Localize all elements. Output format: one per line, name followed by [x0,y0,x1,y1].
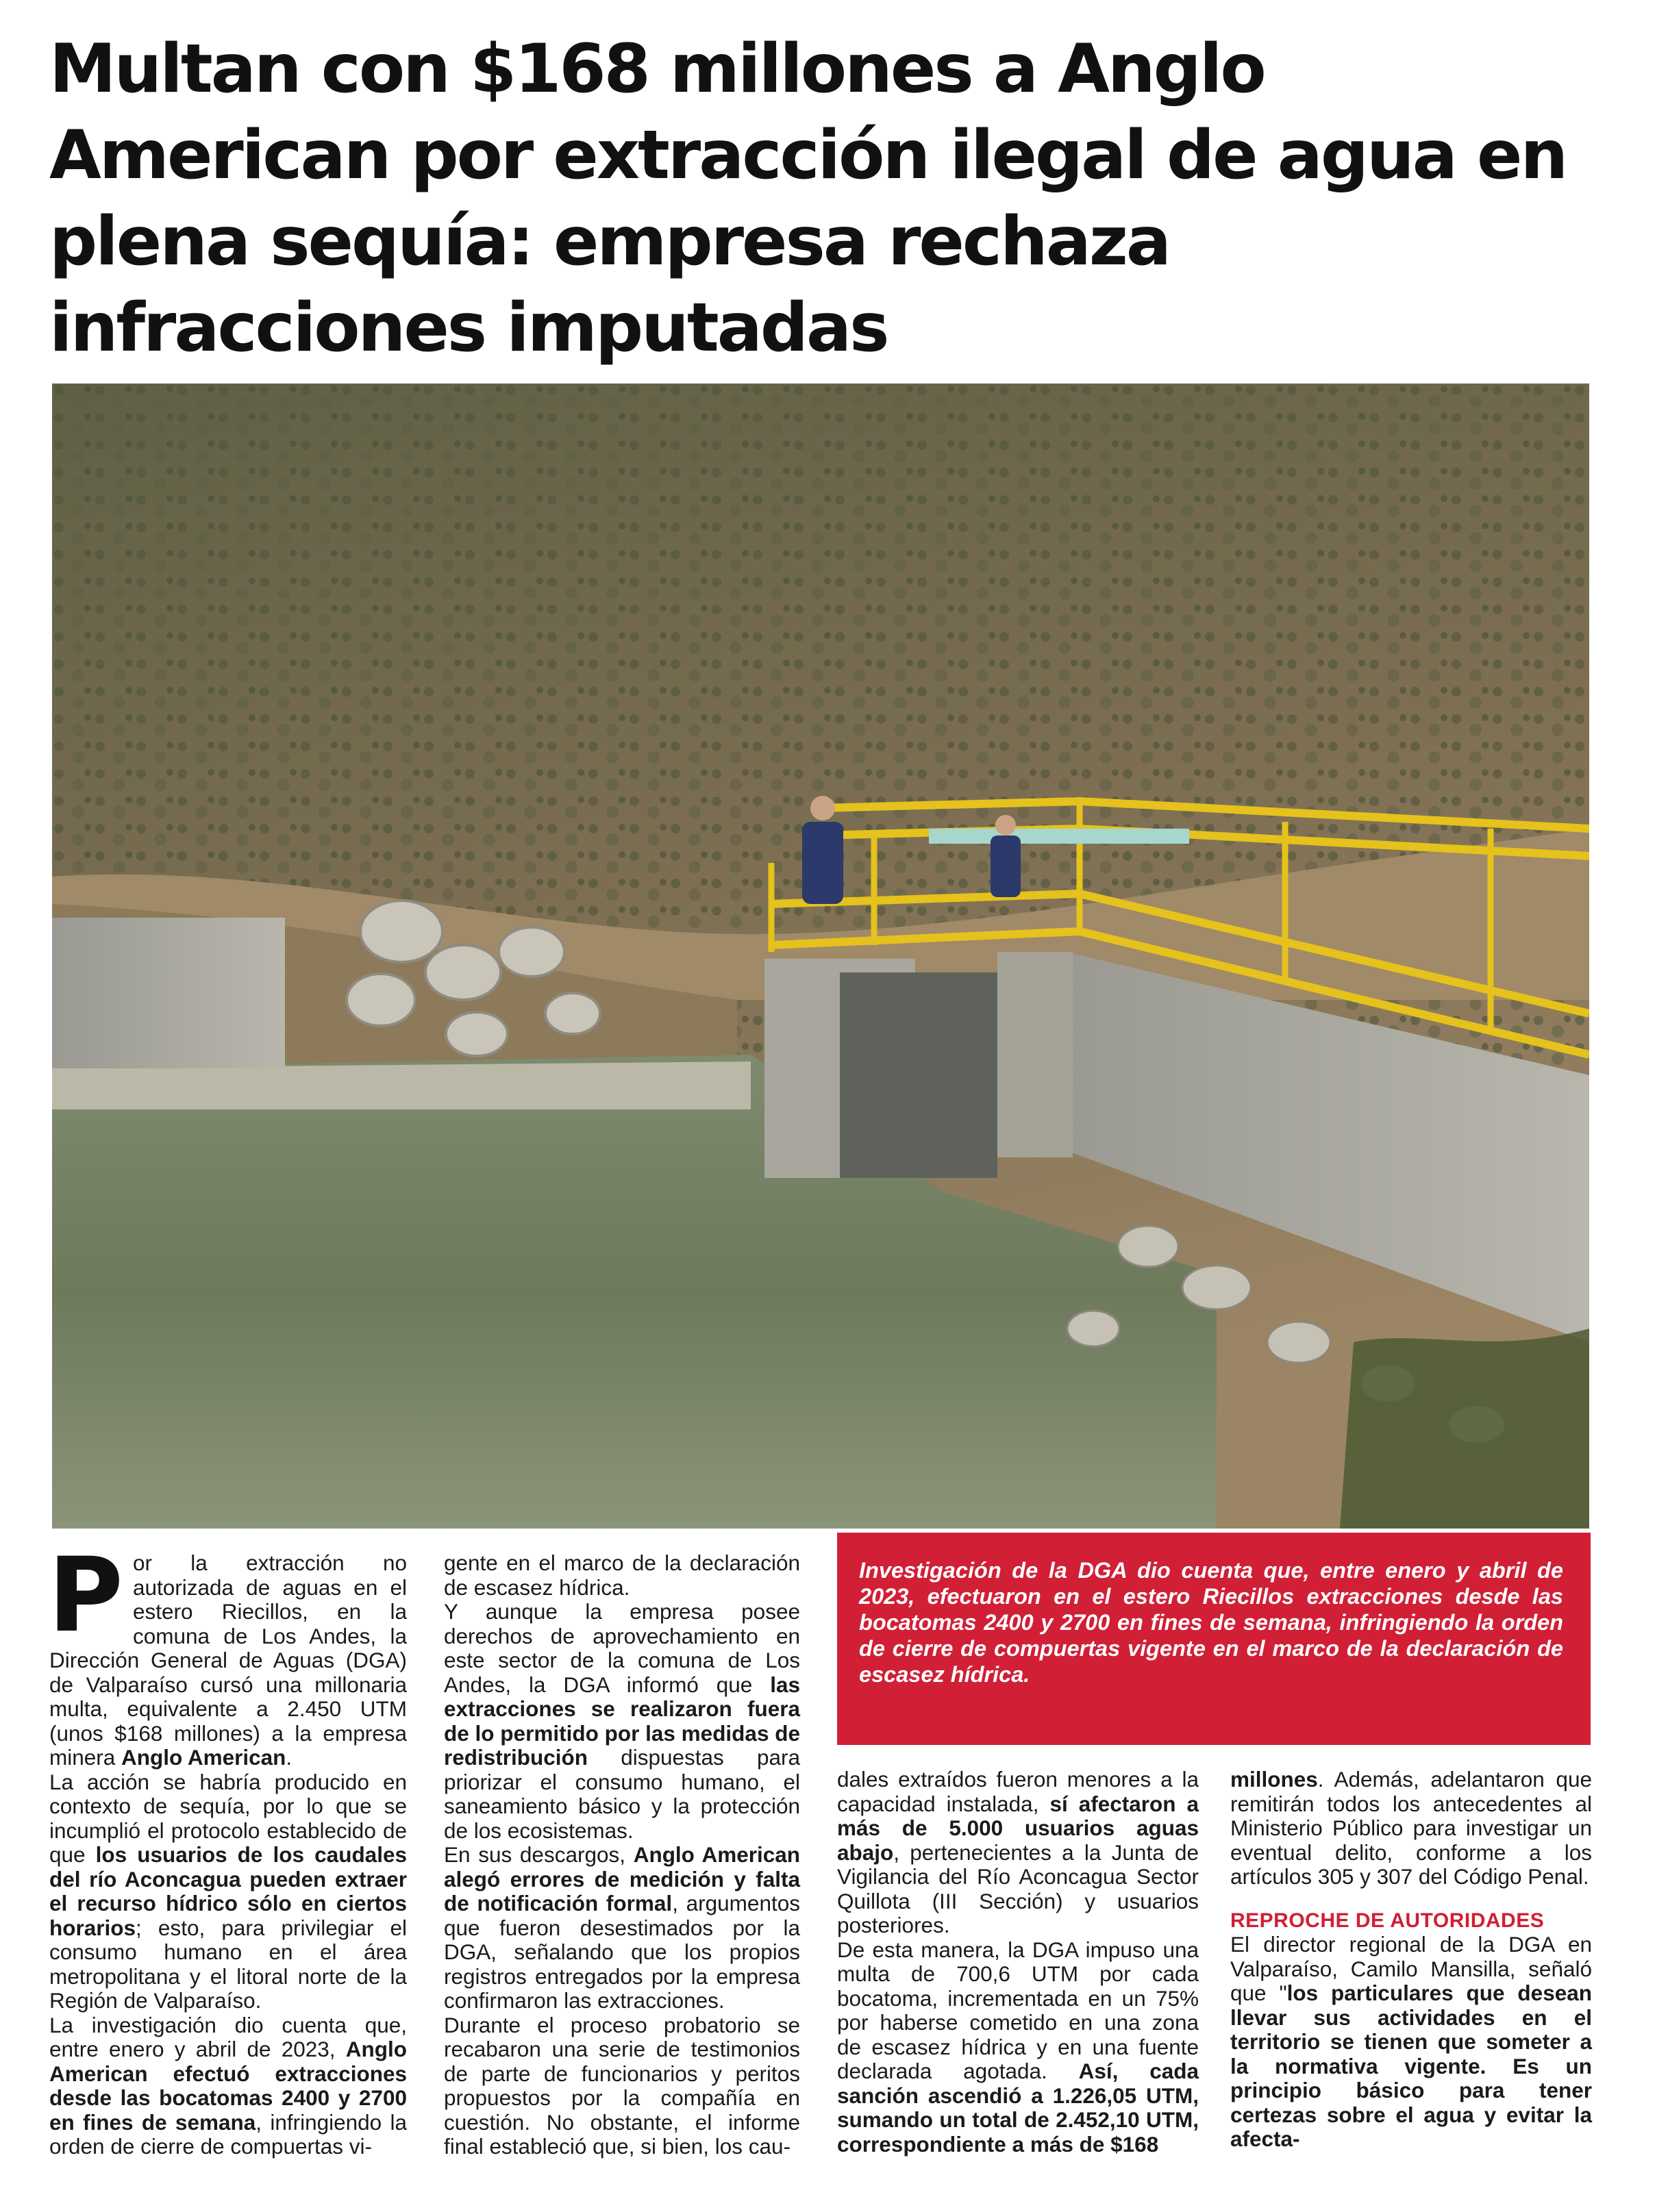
body-text: , infringiendo la orden de cierre de compuertas vi- [49,2109,407,2159]
body-text: Y aunque la empresa posee derechos de aprovechamiento en este sector de la comuna de Los Andes, la DGA informó que [444,1599,800,1697]
body-text: . Además, adelantaron que remitirán todos los antecedentes al Ministerio Público para investigar un eventual delito, conforme a los artículos 305 y 307 del Código Penal. [1230,1767,1592,1889]
pull-quote-text: Investigación de la DGA dio cuenta que, entre enero y abril de 2023, efectuaron en el estero Riecillos extracciones desde las bocatomas 2400 y 2700 en fines de semana, infringiendo la orden de cierre de compuertas vigente en el marco de la declaración de escasez hídrica. [859,1558,1563,1687]
body-text-bold: los usuarios de los caudales del río Aconcagua pueden extraer el recurso hídrico sólo en ciertos horarios [49,1842,407,1940]
body-text-bold: Anglo American efectuó extracciones desde las bocatomas 2400 y 2700 en fines de semana [49,2037,407,2135]
section-subheading: REPROCHE DE AUTORIDADES [1230,1909,1545,1932]
article-column-1 [48,1536,407,2159]
body-text: ; esto, para privilegiar el consumo humano en el área metropolitana y el litoral norte de la Región de Valparaíso. [49,1915,407,2013]
body-text-bold: sí afectaron a más de 5.000 usuarios aguas abajo [837,1791,1199,1865]
body-text-bold: los particulares que desean llevar sus actividades en el territorio se tienen que someter a la normativa vigente. Es un principio básico para tener certezas sobre el agua y evitar la afecta- [1230,1981,1592,2151]
article-column-3 [837,1768,1199,2157]
headline: Multan con $168 millones a Anglo American por extracción ilegal de agua en plena sequía: empresa rechaza infracciones imputadas [49,30,1567,367]
body-text: De esta manera, la DGA impuso una multa de 700,6 UTM por cada bocatoma, incrementada en un 75% por haberse cometido en una zona de escasez hídrica y en una fuente declarada agotada. [837,1937,1199,2083]
body-text: , argumentos que fueron desestimados por la DGA, señalando que los propios registros entregados por la empresa confirmaron las extracciones. [444,1891,800,2013]
body-text: En sus descargos, [444,1842,634,1867]
body-text-bold: Así, cada sanción ascendió a 1.226,05 UTM, sumando un total de 2.452,10 UTM, correspondiente a más de $168 [837,2059,1199,2157]
article-photo [52,384,1589,1529]
body-text: or la extracción no autorizada de aguas en el estero Riecillos, en la comuna de Los Andes, la Dirección General de Aguas (DGA) de Valparaíso cursó una millonaria multa, equivalente a 2.450 UTM (unos $168 millones) a la empresa minera [49,1550,407,1770]
body-text-bold: Anglo American [121,1745,286,1770]
body-text: dales extraídos fueron menores a la capacidad instalada, [837,1767,1199,1816]
body-text-bold: Anglo American alegó errores de medición y falta de notificación formal [444,1842,801,1915]
body-text: La investigación dio cuenta que, entre enero y abril de 2023, [49,2012,407,2061]
body-text-bold: las extracciones se realizaron fuera de lo permitido por las medidas de redistribución [444,1672,800,1770]
body-text: gente en el marco de la declaración de escasez hídrica. [444,1550,800,1600]
article-column-4 [1230,1768,1592,2152]
drop-cap: P [48,1536,123,1655]
body-text-bold: millones [1230,1767,1318,1792]
body-text: dispuestas para priorizar el consumo humano, el saneamiento básico y la protección de los ecosistemas. [444,1745,800,1843]
body-text: Durante el proceso probatorio se recabaron una serie de testimonios de parte de funcionarios y peritos propuestos por la compañía en cuestión. No obstante, el informe final estableció que, si bien, los cau- [444,2012,800,2159]
body-text: , pertenecientes a la Junta de Vigilancia del Río Aconcagua Sector Quillota (III Sección) y usuarios posteriores. [837,1839,1199,1937]
body-text: El director regional de la DGA en Valparaíso, Camilo Mansilla, señaló que " [1230,1932,1592,2005]
body-text: . [286,1745,292,1770]
pull-quote-box [837,1533,1591,1745]
article-column-2 [444,1551,800,2159]
body-text: La acción se habría producido en contexto de sequía, por lo que se incumplió el protocolo establecido de que [49,1769,407,1867]
